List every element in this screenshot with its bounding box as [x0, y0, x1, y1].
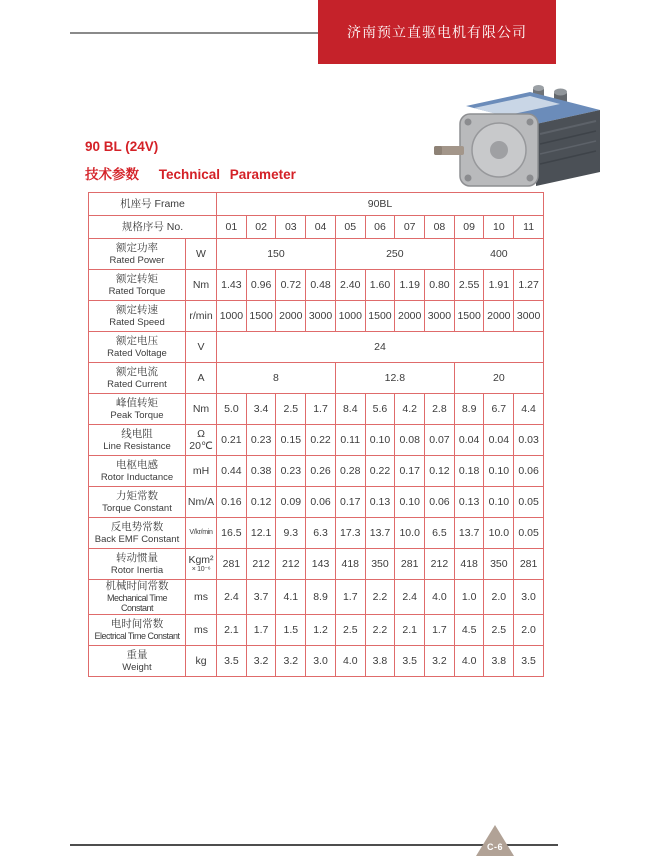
param-unit — [186, 332, 217, 363]
param-value-cell: 3000 — [514, 301, 544, 332]
param-name-en: Peak Torque — [110, 409, 164, 421]
param-value-cell: 4.0 — [425, 580, 455, 615]
unit-text: V/kr/min — [189, 528, 213, 536]
param-value-cell: 0.72 — [276, 270, 306, 301]
param-value-cell: 418 — [454, 549, 484, 580]
param-value-cell: 0.28 — [335, 456, 365, 487]
param-value-cell: 212 — [276, 549, 306, 580]
param-value-cell: 1.7 — [335, 580, 365, 615]
param-unit — [186, 270, 217, 301]
param-value-cell: 8.9 — [306, 580, 336, 615]
param-value-cell: 0.06 — [514, 456, 544, 487]
param-value-cell: 0.22 — [306, 425, 336, 456]
unit-text: kg — [195, 655, 207, 668]
table-body — [89, 193, 544, 677]
table-row-rated-torque — [89, 270, 544, 301]
param-label — [89, 615, 186, 646]
param-unit — [186, 456, 217, 487]
param-label — [89, 580, 186, 615]
param-unit — [186, 394, 217, 425]
param-name-cn: 额定转矩 — [116, 273, 158, 285]
param-value-cell: 143 — [306, 549, 336, 580]
table-row-weight — [89, 646, 544, 677]
table-row-mechanical-time-constant — [89, 580, 544, 615]
technical-parameter-table — [88, 192, 544, 677]
param-value-cell: 1000 — [335, 301, 365, 332]
param-value-cell: 10.0 — [484, 518, 514, 549]
spec-no-cell: 07 — [395, 216, 425, 239]
param-value-cell: 0.10 — [484, 456, 514, 487]
param-value-cell: 0.13 — [365, 487, 395, 518]
param-value-cell: 1.43 — [217, 270, 247, 301]
param-value-cell: 0.03 — [514, 425, 544, 456]
section-title-en: Technical Parameter — [158, 167, 296, 182]
param-value-cell: 2.8 — [425, 394, 455, 425]
param-value-cell: 13.7 — [454, 518, 484, 549]
param-value-cell: 3.2 — [425, 646, 455, 677]
param-value-cell: 4.4 — [514, 394, 544, 425]
param-name-en: Line Resistance — [103, 440, 171, 452]
param-value-cell: 0.05 — [514, 487, 544, 518]
param-value-cell: 6.7 — [484, 394, 514, 425]
param-value-cell: 10.0 — [395, 518, 425, 549]
frame-value: 90BL — [217, 193, 544, 216]
param-unit — [186, 580, 217, 615]
company-banner — [318, 0, 556, 64]
param-value-cell: 2.1 — [395, 615, 425, 646]
param-value-cell: 0.23 — [246, 425, 276, 456]
unit-text: 20℃ — [189, 440, 213, 452]
param-value-cell: 0.05 — [514, 518, 544, 549]
param-name-en: Weight — [122, 661, 152, 673]
param-value-cell: 0.10 — [365, 425, 395, 456]
param-value-cell: 2000 — [276, 301, 306, 332]
param-value-cell: 0.04 — [454, 425, 484, 456]
param-value-cell: 3.7 — [246, 580, 276, 615]
spec-no-cell: 10 — [484, 216, 514, 239]
param-value-cell: 20 — [454, 363, 543, 394]
frame-label: 机座号 Frame — [89, 193, 217, 216]
param-value-cell: 0.11 — [335, 425, 365, 456]
spec-no-cell: 02 — [246, 216, 276, 239]
param-value-cell: 5.6 — [365, 394, 395, 425]
param-label — [89, 301, 186, 332]
param-name-en: Rotor Inertia — [110, 564, 164, 576]
param-value-cell: 17.3 — [335, 518, 365, 549]
param-unit — [186, 518, 217, 549]
table-row-spec-no — [89, 216, 544, 239]
param-value-cell: 1500 — [246, 301, 276, 332]
param-value-cell: 13.7 — [365, 518, 395, 549]
param-value-cell: 418 — [335, 549, 365, 580]
param-value-cell: 1.27 — [514, 270, 544, 301]
table-row-rated-speed — [89, 301, 544, 332]
param-value-cell: 0.07 — [425, 425, 455, 456]
param-value-cell: 0.06 — [306, 487, 336, 518]
param-value-cell: 1.7 — [246, 615, 276, 646]
param-name-en: Rated Torque — [108, 285, 166, 297]
param-label — [89, 332, 186, 363]
motor-illustration — [430, 82, 606, 190]
param-value-cell: 0.80 — [425, 270, 455, 301]
param-unit — [186, 425, 217, 456]
param-value-cell: 3.0 — [514, 580, 544, 615]
param-value-cell: 0.12 — [425, 456, 455, 487]
table-row-rated-power — [89, 239, 544, 270]
param-value-cell: 1.2 — [306, 615, 336, 646]
param-name-en: Back EMF Constant — [94, 533, 180, 545]
param-value-cell: 350 — [484, 549, 514, 580]
table-row-rated-current — [89, 363, 544, 394]
unit-text: A — [197, 371, 205, 384]
param-value-cell: 3.2 — [246, 646, 276, 677]
param-value-cell: 3000 — [306, 301, 336, 332]
param-value-cell: 8 — [217, 363, 336, 394]
param-value-cell: 24 — [217, 332, 544, 363]
param-value-cell: 3.8 — [365, 646, 395, 677]
param-name-cn: 额定电压 — [116, 335, 158, 347]
param-value-cell: 400 — [454, 239, 543, 270]
table-row-frame — [89, 193, 544, 216]
param-value-cell: 2.2 — [365, 580, 395, 615]
param-value-cell: 8.9 — [454, 394, 484, 425]
param-value-cell: 4.0 — [335, 646, 365, 677]
param-label — [89, 646, 186, 677]
param-name-en: Rated Current — [107, 378, 167, 390]
param-name-en: Torque Constant — [102, 502, 172, 514]
table-row-rotor-inertia — [89, 549, 544, 580]
param-value-cell: 2.5 — [276, 394, 306, 425]
param-unit — [186, 487, 217, 518]
param-value-cell: 2000 — [484, 301, 514, 332]
param-label — [89, 363, 186, 394]
param-value-cell: 3.5 — [217, 646, 247, 677]
param-value-cell: 0.48 — [306, 270, 336, 301]
param-label — [89, 425, 186, 456]
param-value-cell: 3.2 — [276, 646, 306, 677]
param-value-cell: 0.04 — [484, 425, 514, 456]
param-name-cn: 电枢电感 — [116, 459, 158, 471]
param-unit — [186, 301, 217, 332]
param-value-cell: 6.5 — [425, 518, 455, 549]
param-value-cell: 12.1 — [246, 518, 276, 549]
param-value-cell: 0.17 — [335, 487, 365, 518]
unit-text: Ω — [197, 427, 205, 440]
spec-no-cell: 01 — [217, 216, 247, 239]
param-value-cell: 16.5 — [217, 518, 247, 549]
table-row-back-emf-constant — [89, 518, 544, 549]
param-unit — [186, 239, 217, 270]
param-value-cell: 2.2 — [365, 615, 395, 646]
unit-text: W — [196, 247, 206, 260]
param-value-cell: 1000 — [217, 301, 247, 332]
param-unit — [186, 363, 217, 394]
param-label — [89, 239, 186, 270]
table-row-line-resistance — [89, 425, 544, 456]
param-value-cell: 2.5 — [484, 615, 514, 646]
param-value-cell: 150 — [217, 239, 336, 270]
company-name: 济南预立直驱电机有限公司 — [347, 24, 527, 40]
param-value-cell: 0.08 — [395, 425, 425, 456]
model-title: 90 BL (24V) — [85, 139, 159, 154]
param-value-cell: 4.5 — [454, 615, 484, 646]
table-row-peak-torque — [89, 394, 544, 425]
page-number: C-6 — [486, 842, 503, 852]
param-name-cn: 额定转速 — [116, 304, 158, 316]
param-value-cell: 1.5 — [276, 615, 306, 646]
spec-no-cell: 08 — [425, 216, 455, 239]
param-value-cell: 0.09 — [276, 487, 306, 518]
param-value-cell: 8.4 — [335, 394, 365, 425]
param-value-cell: 3.8 — [484, 646, 514, 677]
unit-text: ms — [194, 591, 208, 604]
spec-no-cell: 05 — [335, 216, 365, 239]
param-name-cn: 线电阻 — [121, 428, 153, 440]
spec-no-cell: 11 — [514, 216, 544, 239]
spec-no-label: 规格序号 No. — [89, 216, 217, 239]
param-value-cell: 3.4 — [246, 394, 276, 425]
param-label — [89, 518, 186, 549]
param-value-cell: 2.0 — [484, 580, 514, 615]
unit-text: Nm — [192, 402, 210, 415]
param-value-cell: 4.2 — [395, 394, 425, 425]
param-value-cell: 1500 — [454, 301, 484, 332]
param-label — [89, 487, 186, 518]
param-value-cell: 1.60 — [365, 270, 395, 301]
param-label — [89, 549, 186, 580]
unit-text: Nm — [192, 278, 210, 291]
param-value-cell: 2.5 — [335, 615, 365, 646]
param-value-cell: 0.44 — [217, 456, 247, 487]
param-value-cell: 1.91 — [484, 270, 514, 301]
param-name-en: Rotor Inductance — [100, 471, 174, 483]
param-name-cn: 额定电流 — [116, 366, 158, 378]
param-value-cell: 1.19 — [395, 270, 425, 301]
param-value-cell: 0.96 — [246, 270, 276, 301]
param-value-cell: 0.26 — [306, 456, 336, 487]
param-unit — [186, 615, 217, 646]
param-value-cell: 1.7 — [425, 615, 455, 646]
param-value-cell: 281 — [217, 549, 247, 580]
table-row-electrical-time-constant — [89, 615, 544, 646]
param-value-cell: 2.4 — [395, 580, 425, 615]
section-title — [85, 163, 296, 183]
param-value-cell: 4.1 — [276, 580, 306, 615]
spec-no-cell: 03 — [276, 216, 306, 239]
param-value-cell: 2000 — [395, 301, 425, 332]
param-name-cn: 反电势常数 — [110, 521, 164, 533]
param-value-cell: 3.5 — [514, 646, 544, 677]
param-value-cell: 0.38 — [246, 456, 276, 487]
param-value-cell: 0.12 — [246, 487, 276, 518]
param-name-cn: 力矩常数 — [116, 490, 158, 502]
table-row-rotor-inductance — [89, 456, 544, 487]
param-value-cell: 0.10 — [484, 487, 514, 518]
header-divider-line — [70, 32, 322, 34]
spec-no-cell: 06 — [365, 216, 395, 239]
unit-text: Nm/A — [187, 495, 215, 508]
param-value-cell: 350 — [365, 549, 395, 580]
param-value-cell: 2.0 — [514, 615, 544, 646]
param-value-cell: 281 — [514, 549, 544, 580]
spec-no-cell: 09 — [454, 216, 484, 239]
unit-text: V — [197, 340, 205, 353]
param-value-cell: 2.1 — [217, 615, 247, 646]
param-value-cell: 281 — [395, 549, 425, 580]
motor-photo — [430, 82, 606, 190]
unit-text: Kgm² — [188, 553, 214, 566]
param-value-cell: 2.55 — [454, 270, 484, 301]
param-value-cell: 0.23 — [276, 456, 306, 487]
param-value-cell: 4.0 — [454, 646, 484, 677]
param-value-cell: 0.21 — [217, 425, 247, 456]
param-value-cell: 12.8 — [335, 363, 454, 394]
param-value-cell: 2.4 — [217, 580, 247, 615]
param-label — [89, 394, 186, 425]
param-value-cell: 250 — [335, 239, 454, 270]
spec-no-cell: 04 — [306, 216, 336, 239]
param-value-cell: 1.0 — [454, 580, 484, 615]
unit-text: mH — [192, 464, 210, 477]
param-value-cell: 0.18 — [454, 456, 484, 487]
param-value-cell: 2.40 — [335, 270, 365, 301]
param-value-cell: 0.22 — [365, 456, 395, 487]
param-value-cell: 0.15 — [276, 425, 306, 456]
param-name-cn: 转动惯量 — [116, 552, 158, 564]
param-value-cell: 9.3 — [276, 518, 306, 549]
param-value-cell: 5.0 — [217, 394, 247, 425]
param-unit — [186, 646, 217, 677]
section-title-cn: 技术参数 — [85, 167, 139, 182]
param-label — [89, 456, 186, 487]
param-name-en: Rated Speed — [109, 316, 165, 328]
param-unit — [186, 549, 217, 580]
unit-text: r/min — [189, 309, 213, 322]
param-name-cn: 电时间常数 — [110, 618, 164, 631]
table-row-rated-voltage — [89, 332, 544, 363]
param-name-en: Rated Voltage — [107, 347, 167, 359]
param-value-cell: 0.10 — [395, 487, 425, 518]
param-value-cell: 3000 — [425, 301, 455, 332]
param-value-cell: 0.17 — [395, 456, 425, 487]
param-value-cell: 212 — [246, 549, 276, 580]
param-value-cell: 1.7 — [306, 394, 336, 425]
param-name-cn: 峰值转矩 — [116, 397, 158, 409]
param-value-cell: 212 — [425, 549, 455, 580]
unit-text: ms — [194, 624, 208, 637]
param-value-cell: 1500 — [365, 301, 395, 332]
param-name-cn: 重量 — [126, 649, 148, 662]
param-name-cn: 额定功率 — [116, 242, 158, 254]
param-value-cell: 0.13 — [454, 487, 484, 518]
param-label — [89, 270, 186, 301]
param-value-cell: 0.06 — [425, 487, 455, 518]
param-name-cn: 机械时间常数 — [105, 580, 169, 592]
param-value-cell: 6.3 — [306, 518, 336, 549]
table-row-torque-constant — [89, 487, 544, 518]
param-name-en: Rated Power — [109, 254, 165, 266]
param-value-cell: 0.16 — [217, 487, 247, 518]
param-name-en: Mechanical Time Constant — [106, 592, 168, 614]
unit-text: × 10⁻⁶ — [191, 566, 211, 573]
param-value-cell: 3.5 — [395, 646, 425, 677]
param-name-en: Electrical Time Constant — [94, 631, 180, 642]
param-value-cell: 3.0 — [306, 646, 336, 677]
